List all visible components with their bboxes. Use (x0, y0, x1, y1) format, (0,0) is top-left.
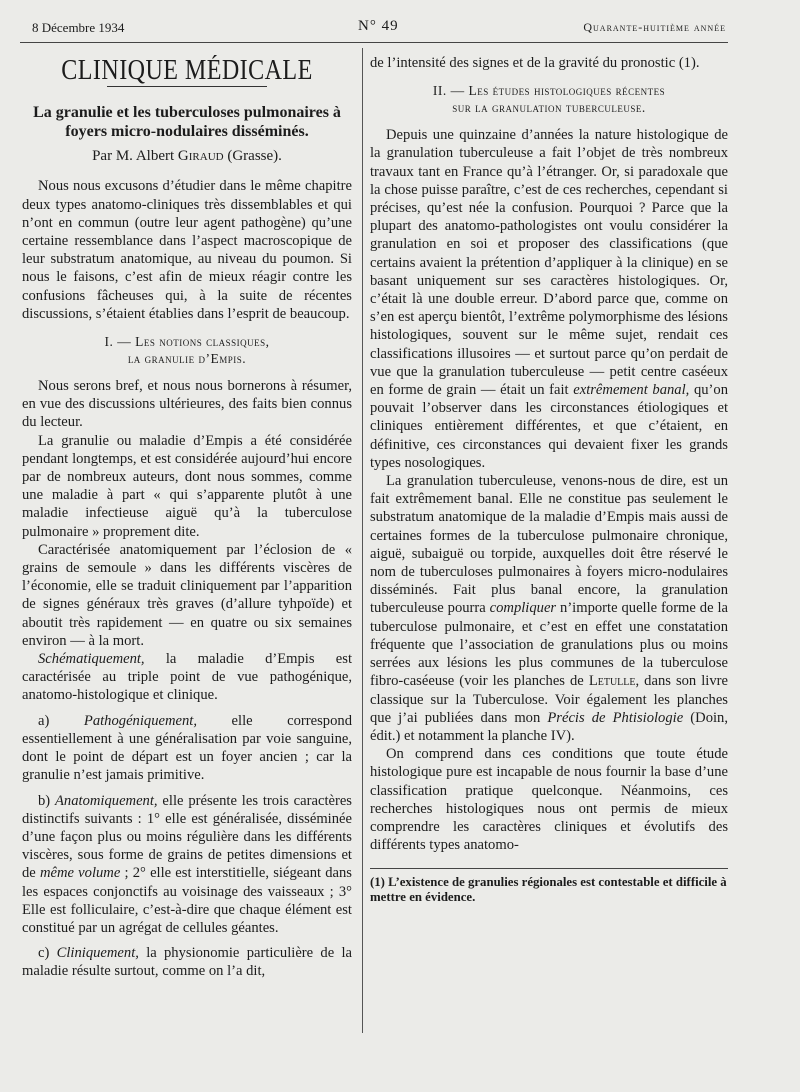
emphasis: même volume (39, 865, 121, 882)
column-divider (362, 48, 363, 1033)
item-letter: c) (38, 945, 57, 962)
paragraph-text: la maladie d’Empis est caractérisée au triple point de vue pathogénique, anatomo-histologique et clinique. (22, 651, 352, 704)
cited-author: Letulle (588, 673, 636, 690)
book-title: Précis de Phtisiologie (547, 709, 684, 726)
item-letter: a) (38, 712, 84, 729)
emphasis: Pathogéniquement, (83, 712, 197, 729)
paragraph-text: (Doin, édit.) et notamment la planche IV). (370, 709, 728, 744)
subheading-part-two-line-2: sur la granulation tuberculeuse. (452, 100, 646, 116)
header-issue-number: N° 49 (358, 18, 399, 34)
continued-paragraph: de l’intensité des signes et de la gravité du pronostic (1). (370, 55, 700, 71)
paragraph-a (22, 712, 352, 785)
paragraph-c (22, 944, 352, 980)
author-surname: Giraud (177, 148, 224, 165)
subheading-part-two (370, 82, 728, 116)
subheading-part-two-line-1: II. — Les études histologiques récentes (432, 83, 666, 99)
footnote: (1) L’existence de granulies régionales est contestable et difficile à mettre en évidence. (370, 875, 727, 905)
paragraph-text: n’importe quelle forme de la tuberculose pulmonaire, et c’est en effet une constatation fréquente que l’association de granulations plus ou moins serrées aux lésions les plus communes de la tuberculose fibro-caséeuse (voir les planches de (370, 600, 728, 690)
paragraph-text: ; 2° elle est interstitielle, siégeant dans les espaces conjonctifs au voisinage des vaisseaux ; 3° Elle est folliculaire, c’est-à-dire que chaque élément est constitué par un agrégat de cellules géantes. (22, 865, 352, 936)
paragraph: La granulie ou maladie d’Empis a été considérée pendant longtemps, et est considérée aujourd’hui encore par de nombreux auteurs, dont nous sommes, comme une maladie à part « qui s’apparente plutôt à une maladie infectieuse aiguë qu’à la tuberculose pulmonaire » proprement dite. (22, 432, 352, 540)
paragraph-text: la physionomie particulière de la maladie résulte surtout, comme on l’a dit, (22, 945, 352, 980)
paragraph-b (22, 792, 352, 938)
header-date: 8 Décembre 1934 (32, 20, 125, 35)
subheading-part-one-line-1: I. — Les notions classiques, (104, 334, 270, 350)
intro-paragraph: Nous nous excusons d’étudier dans le même chapitre deux types anatomo-cliniques très dissemblables et qui n’ont en commun (outre leur agent pathogène) qu’une certaine ressemblance dans l’aspect macroscopique de leur substratum anatomique, au niveau du poumon. Si nous le faisons, c’est afin de mieux réagir contre les confusions fâcheuses qui, à la suite de récentes discussions, s’étaient établies dans l’esprit de beaucoup. (22, 178, 352, 322)
item-letter: b) (38, 792, 56, 809)
paragraph (370, 126, 728, 472)
paragraph: Caractérisée anatomiquement par l’éclosion de « grains de semoule » dans les différents viscères de l’économie, elle se traduit cliniquement par l’apparition de signes généraux très graves (d’allure tyhpoïde) et aboutit très rapidement — en quatre ou six semaines environ — à la mort. (22, 541, 352, 649)
running-header (22, 16, 726, 40)
paragraph: Nous serons bref, et nous nous bornerons à résumer, en vue des discussions ultérieures, des faits bien connus du lecteur. (22, 378, 352, 431)
right-column (370, 54, 728, 905)
left-column (22, 54, 352, 981)
paragraph-text: elle présente les trois caractères distinctifs suivants : 1° elle est généralisée, disséminée d’une façon plus ou moins régulière dans les différents viscères, sous forme de grains de petites dimensions et de (22, 792, 352, 882)
paragraph (22, 650, 352, 705)
paragraph-text: La granulation tuberculeuse, venons-nous de dire, est un fait extrêmement banal. Elle ne constitue pas seulement le substratum anatomique de la maladie d’Empis mais aussi de certaines formes de la tuberculose pulmonaire chronique, aiguë, subaiguë ou torpide, auxquelles doit être réservé le nom de tuberculoses pulmonaires à foyers micro-nodulaires disséminés. Fait plus banal encore, la granulation tuberculeuse pourra (370, 473, 728, 617)
section-title: CLINIQUE MÉDICALE (61, 55, 313, 86)
section-title-rule (107, 86, 267, 87)
paragraph (370, 472, 728, 745)
article-author (22, 147, 352, 165)
emphasis: Cliniquement, (56, 945, 139, 962)
paragraph-text: elle correspond essentiellement à une généralisation par voie sanguine, dont le point de départ est un foyer ancien ; car la granulie n’est jamais primitive. (22, 712, 352, 784)
footnote-rule (370, 868, 728, 869)
header-rule (20, 42, 728, 43)
paragraph-text: Depuis une quinzaine d’années la nature histologique de la granulation tuberculeuse a fait l’objet de très nombreux travaux tant en France qu’à l’étranger. Or, si paradoxale que la chose puisse paraître, c’est de ces recherches, cependant si précises, qu’est née la confusion. Pourquoi ? Parce que la plupart des anatomo-pathologistes ont voulu considérer la granulation en soi et proposer des classifications (que certains avaient la prétention d’appliquer à la clinique) en se basant uniquement sur ses caractères histologiques. Or, c’était là une double erreur. D’abord parce que, comme on s’en est aperçu bientôt, l’extrême polymorphisme des lésions histologiques, souvent sur le même sujet, rendait ces classifications illusoires — et surtout parce qu’on perdait de vue que la granulation tuberculeuse — petit centre caséeux en forme de grain — était un fait (370, 127, 728, 399)
emphasis: compliquer (489, 600, 557, 617)
emphasis: Schématiquement, (38, 651, 145, 668)
author-place: (Grasse). (227, 148, 282, 165)
paragraph-text: qu’on pouvait l’observer dans les circonstances étiologiques et cliniques entièrement différentes, et que c’étaient, en définitive, ces circonstances qui devaient fixer les grands types nosologiques. (370, 382, 728, 471)
paragraph-text: , dans son livre classique sur la Tuberculose. Voir également les planches que j’ai publiées dans mon (370, 673, 728, 726)
article-title: La granulie et les tuberculoses pulmonaires à foyers micro-nodulaires disséminés. (33, 104, 341, 141)
paragraph: On comprend dans ces conditions que toute étude histologique pure est incapable de nous fournir la base d’une classification pratique quelconque. Néanmoins, ces recherches histologiques nous ont permis de mieux comprendre les caractères cliniques et évolutifs des différents types anatomo- (370, 746, 728, 854)
author-prefix: Par M. Albert (92, 148, 175, 165)
subheading-part-one (22, 333, 352, 367)
emphasis: extrêmement banal, (573, 382, 690, 399)
header-year: Quarante-huitième année (583, 20, 726, 34)
emphasis: Anatomiquement, (55, 792, 158, 809)
subheading-part-one-line-2: la granulie d’Empis. (127, 351, 247, 367)
